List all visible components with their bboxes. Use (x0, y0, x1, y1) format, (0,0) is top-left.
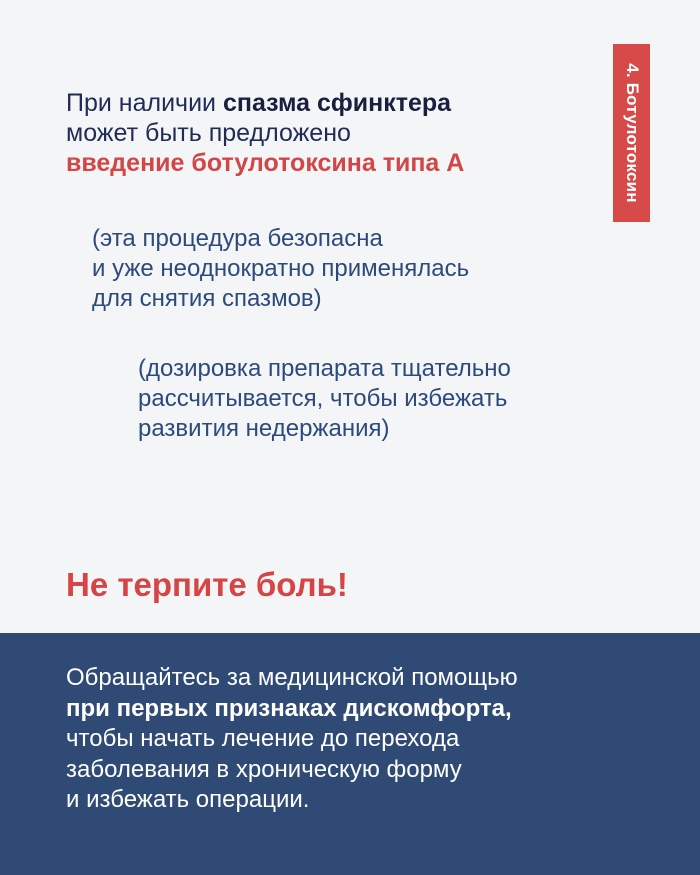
intro-bold: спазма сфинктера (222, 89, 452, 117)
note-line: (эта процедура безопасна (92, 225, 383, 252)
headline: Не терпите боль! (66, 566, 348, 603)
intro-text (66, 88, 464, 178)
footer-text (66, 663, 518, 816)
intro-red: введение ботулотоксина типа А (66, 149, 465, 177)
note-safety (92, 224, 469, 314)
section-tab-label: 4. Ботулотоксин (622, 63, 642, 203)
note-line: (дозировка препарата тщательно (138, 355, 511, 382)
note-line: рассчитывается, чтобы избежать (138, 385, 508, 412)
footer-line: чтобы начать лечение до перехода (66, 725, 460, 752)
intro-line-2: может быть предложено (66, 119, 351, 147)
note-line: и уже неоднократно применялась (92, 255, 470, 282)
footer-line: Обращайтесь за медицинской помощью (66, 664, 518, 691)
note-line: развития недержания) (138, 415, 390, 442)
footer-panel (0, 633, 700, 875)
section-tab (613, 44, 650, 222)
intro-line-1 (66, 88, 464, 118)
note-dosage (138, 354, 511, 444)
footer-bold-line: при первых признаках дискомфорта, (66, 694, 512, 722)
intro-part1: При наличии (66, 89, 223, 117)
footer-line: заболевания в хроническую форму (66, 755, 462, 783)
footer-line: и избежать операции. (66, 786, 310, 813)
note-line: для снятия спазмов) (92, 285, 322, 312)
